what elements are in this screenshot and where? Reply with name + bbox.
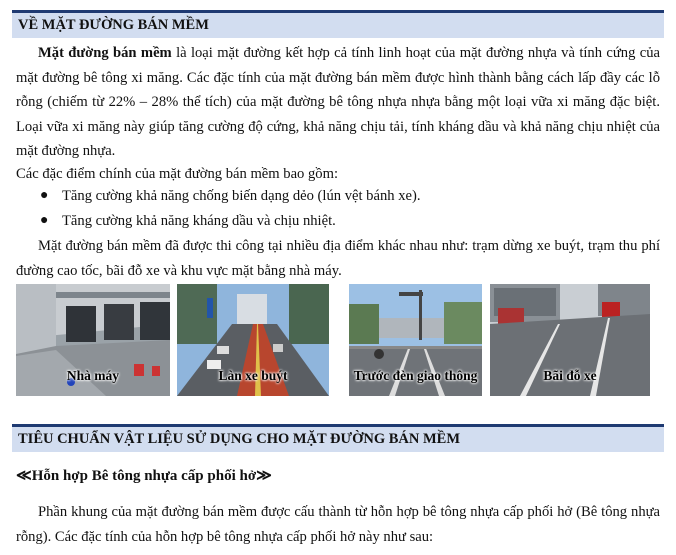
photo-caption: Trước đèn giao thông: [353, 368, 478, 383]
standards-paragraph: Phần khung của mặt đường bán mềm được cấu thành từ hỗn hợp bê tông nhựa cấp phối hở (Bê tông nhựa rỗng). Các đặc tính của hỗn hợp bê tông nhựa cấp phối hở này như sau:: [16, 504, 660, 545]
photo-caption: Làn xe buýt: [218, 368, 288, 383]
intro-text: là loại mặt đường kết hợp cả tính linh hoạt của mặt đường nhựa và tính cứng của mặt đường bê tông xi măng. Các đặc tính của mặt đường bán mềm được hình thành bằng cách lấp đầy các lỗ rỗng (chiếm từ 22% – 28% thể tích) của mặt đường bê tông nhựa nhựa bằng một loại vữa xi măng đặc biệt. Loại vữa xi măng này giúp tăng cường độ cứng, khả năng chịu tải, tính kháng dầu và khả năng chịu nhiệt của mặt đường nhựa.: [16, 45, 660, 159]
photo-factory: [16, 284, 170, 396]
photo-bus-lane: [177, 284, 329, 396]
feature-item: [16, 209, 656, 234]
photo-caption: Nhà máy: [66, 368, 120, 383]
applications-paragraph: Mặt đường bán mềm đã được thi công tại nhiều địa điểm khác nhau như: trạm dừng xe buýt, trạm thu phí đường cao tốc, bãi đỗ xe và khu vực mặt bằng nhà máy.: [16, 238, 660, 279]
photo-caption: Bãi đỗ xe: [543, 368, 597, 383]
feature-text: Tăng cường khả năng kháng dầu và chịu nhiệt.: [62, 212, 336, 229]
section-heading-about: [12, 10, 664, 38]
intro-paragraph: [16, 41, 660, 164]
feature-item: [16, 184, 656, 209]
features-intro: Các đặc điểm chính của mặt đường bán mềm bao gồm:: [16, 166, 339, 182]
section-heading-about-text: VỀ MẶT ĐƯỜNG BÁN MỀM: [18, 17, 209, 33]
features-list: [16, 184, 656, 233]
subheading-open-graded-asphalt: ≪Hỗn hợp Bê tông nhựa cấp phối hở≫: [16, 468, 272, 484]
photo-traffic-light: [349, 284, 482, 396]
photo-parking-lot: [490, 284, 650, 396]
section-heading-standards: [12, 424, 664, 452]
intro-bold-term: Mặt đường bán mềm: [38, 45, 172, 61]
bullet-icon: ●: [40, 188, 49, 203]
section-heading-standards-text: TIÊU CHUẨN VẬT LIỆU SỬ DỤNG CHO MẶT ĐƯỜNG BÁN MỀM: [18, 431, 461, 447]
feature-text: Tăng cường khả năng chống biến dạng dẻo (lún vệt bánh xe).: [62, 188, 421, 204]
bullet-icon: ●: [40, 212, 49, 228]
